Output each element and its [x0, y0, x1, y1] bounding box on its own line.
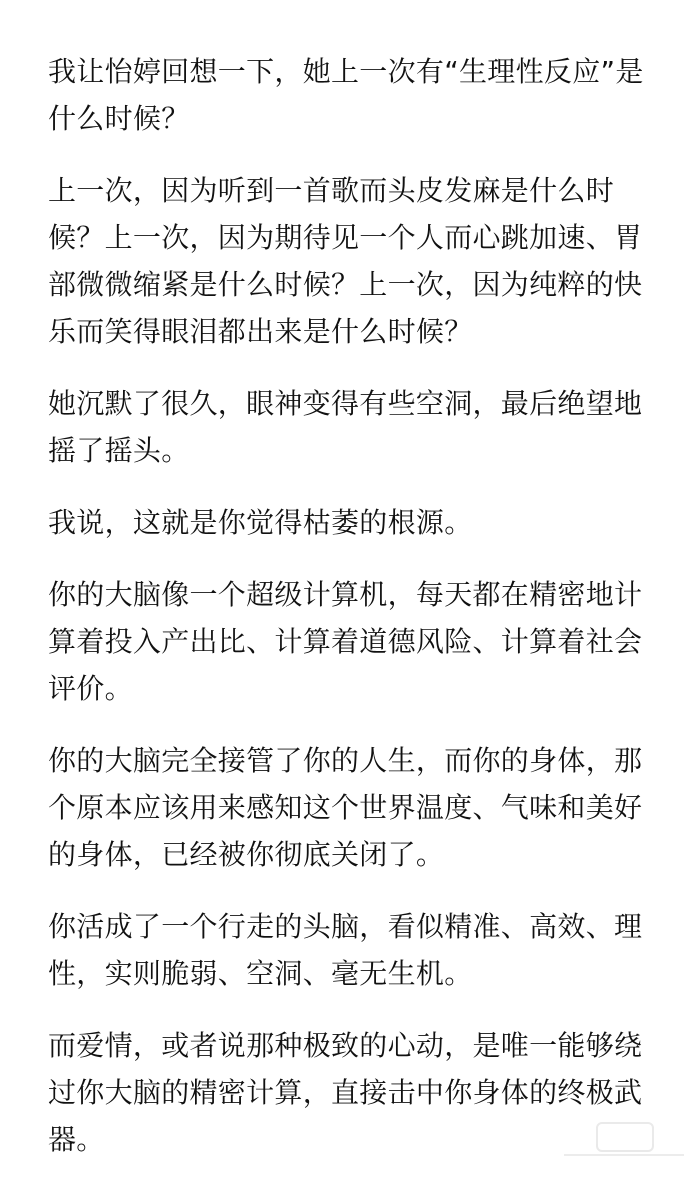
watermark-underline	[564, 1154, 684, 1156]
paragraph: 我说，这就是你觉得枯萎的根源。	[48, 506, 473, 539]
paragraph: 你的大脑像一个超级计算机，每天都在精密地计算着投入产出比、计算着道德风险、计算着社会评价。	[48, 578, 643, 705]
paragraph: 她沉默了很久，眼神变得有些空洞，最后绝望地摇了摇头。	[48, 387, 643, 467]
paragraph: 你的大脑完全接管了你的人生，而你的身体，那个原本应该用来感知这个世界温度、气味和美好的身体，已经被你彻底关闭了。	[48, 744, 643, 871]
paragraph: 我让怡婷回想一下，她上一次有“生理性反应”是什么时候？	[48, 55, 644, 135]
paragraph: 你活成了一个行走的头脑，看似精准、高效、理性，实则脆弱、空洞、毫无生机。	[48, 910, 643, 990]
paragraph: 上一次，因为听到一首歌而头皮发麻是什么时候？上一次，因为期待见一个人而心跳加速、胃部微微缩紧是什么时候？上一次，因为纯粹的快乐而笑得眼泪都出来是什么时候？	[48, 174, 643, 348]
paragraph: 而爱情，或者说那种极致的心动，是唯一能够绕过你大脑的精密计算，直接击中你身体的终极武器。	[48, 1029, 643, 1156]
article-body	[48, 48, 656, 1188]
watermark-icon	[596, 1122, 654, 1152]
watermark-logo	[554, 1116, 684, 1158]
